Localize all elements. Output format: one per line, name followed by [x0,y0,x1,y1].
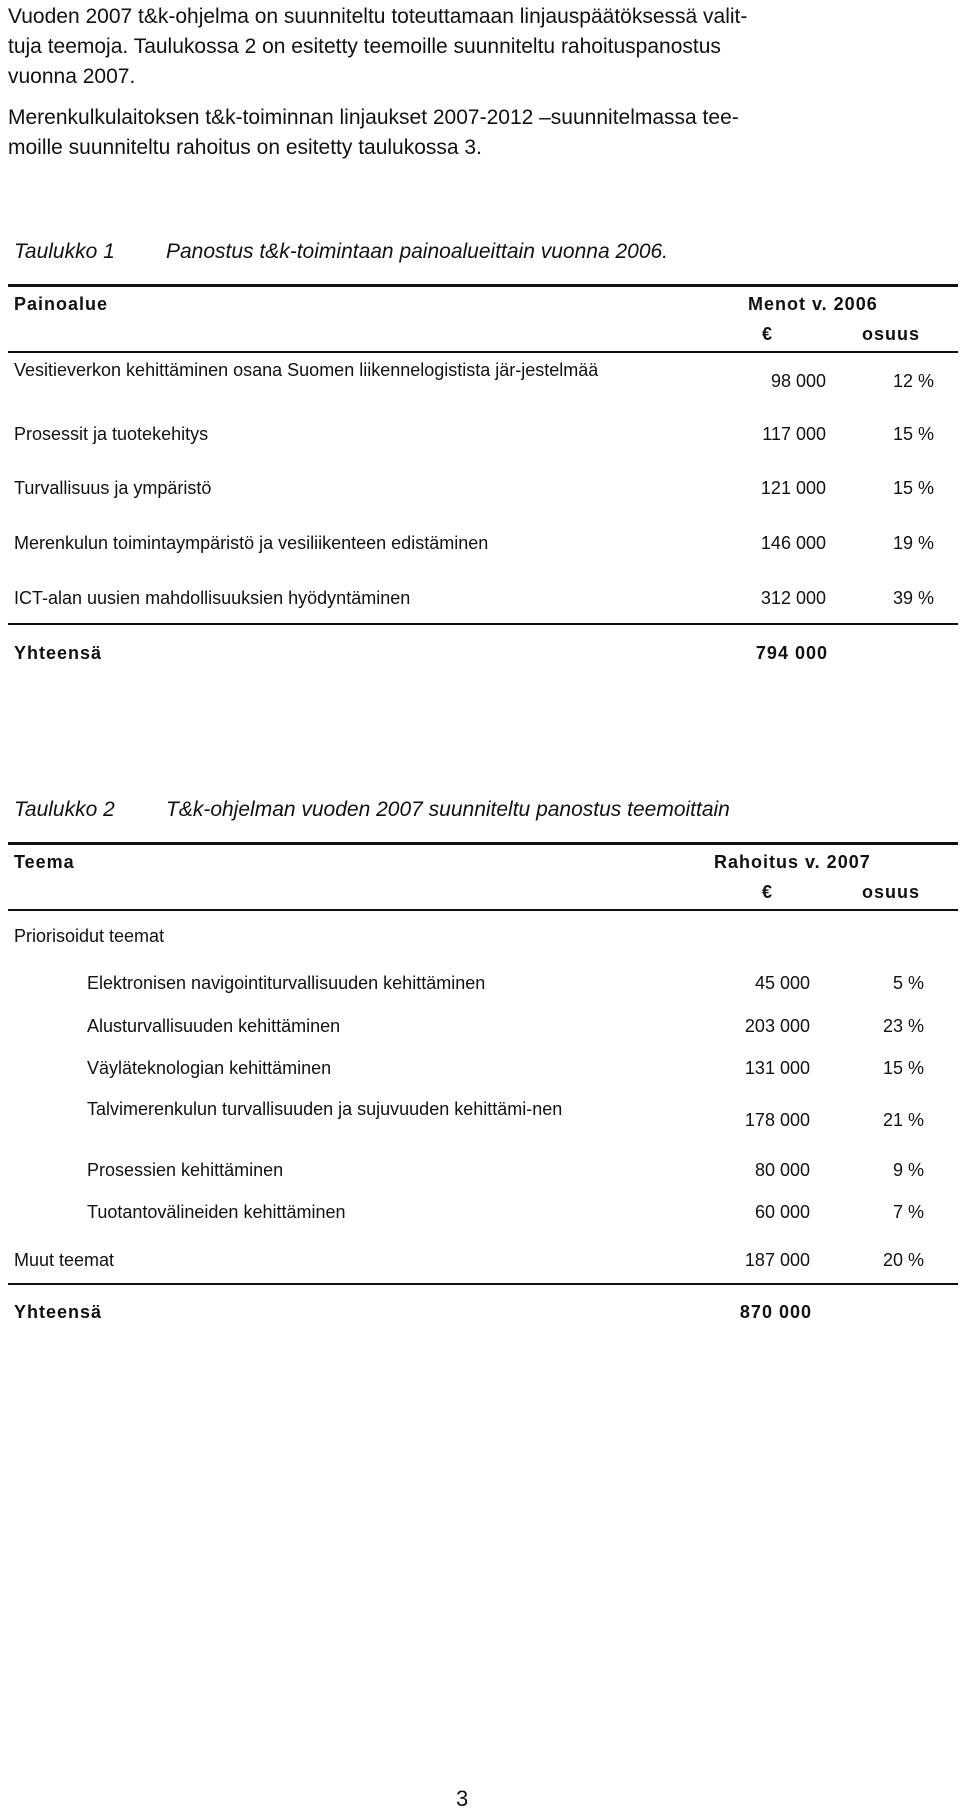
table1-caption-text: Panostus t&k-toimintaan painoalueittain vuonna 2006. [166,240,669,263]
intro-p2-line-2: moille suunniteltu rahoitus on esitetty taulukossa 3. [8,136,482,159]
table2-group-label: Priorisoidut teemat [14,926,165,946]
table2-row-4-label: Talvimerenkulun turvallisuuden ja sujuvuuden kehittämi-nen [87,1099,563,1119]
table2-row-1-amount: 45 000 [754,973,810,993]
intro-p1-line-1: Vuoden 2007 t&k-ohjelma on suunniteltu toteuttamaan linjauspäätöksessä valit- [8,5,748,28]
table1-total-amount: 794 000 [755,643,828,663]
intro-p1-line-2: tuja teemoja. Taulukossa 2 on esitetty teemoille suunniteltu rahoituspanostus [8,35,721,58]
table1-header-share: osuus [862,324,921,344]
table1-row-5-label: ICT-alan uusien mahdollisuuksien hyödyntäminen [14,588,411,608]
table1-row-3-share: 15 % [892,478,934,498]
table1-header-col1: Painoalue [14,294,109,314]
table2-other-share: 20 % [882,1250,924,1270]
table1-header-col2: Menot v. 2006 [748,294,878,314]
table2-other-label: Muut teemat [14,1250,115,1270]
table2-row-1-share: 5 % [892,973,924,993]
table2-row-5-label: Prosessien kehittäminen [87,1160,284,1180]
table1-row-2-amount: 117 000 [762,424,826,444]
table1-row-5-share: 39 % [892,588,934,608]
table1-row-1-amount: 98 000 [770,371,826,391]
intro-paragraph-1 [8,2,948,92]
table2-caption [14,798,730,822]
table2-other-amount: 187 000 [744,1250,810,1270]
table2-header-rule [8,909,958,911]
table1-caption [14,240,668,264]
table1-row-3-label: Turvallisuus ja ympäristö [14,478,212,498]
table2-caption-label: Taulukko 2 [14,798,115,821]
table2-row-4-amount: 178 000 [744,1110,810,1130]
table2-row-2-share: 23 % [882,1016,924,1036]
table1-row-4-share: 19 % [892,533,934,553]
table1-total-label: Yhteensä [14,643,103,663]
page-number: 3 [456,1786,469,1811]
table2-row-5-amount: 80 000 [754,1160,810,1180]
table2-row-6-amount: 60 000 [754,1202,810,1222]
intro-p2-line-1: Merenkulkulaitoksen t&k-toiminnan linjaukset 2007-2012 –suunnitelmassa tee- [8,106,739,129]
table1-row-3-amount: 121 000 [760,478,826,498]
table1-row-2-label: Prosessit ja tuotekehitys [14,424,209,444]
table2-header-share: osuus [862,882,921,902]
table2-row-3-label: Väyläteknologian kehittäminen [87,1058,332,1078]
table2-row-3-share: 15 % [882,1058,924,1078]
table2-row-4-share: 21 % [882,1110,924,1130]
table2-caption-text: T&k-ohjelman vuoden 2007 suunniteltu panostus teemoittain [166,798,730,821]
table2-row-2-label: Alusturvallisuuden kehittäminen [87,1016,341,1036]
table1-total-rule [8,623,958,625]
table1-row-5-amount: 312 000 [760,588,826,608]
table1-row-2-share: 15 % [892,424,934,444]
table1-header-rule [8,351,958,353]
table1-caption-label: Taulukko 1 [14,240,115,263]
table2-row-6-share: 7 % [892,1202,924,1222]
table2-header-col2: Rahoitus v. 2007 [714,852,871,872]
intro-paragraph-2 [8,103,948,163]
table1-row-1-label: Vesitieverkon kehittäminen osana Suomen liikennelogististа jär-jestelmää [14,360,599,380]
table2-row-2-amount: 203 000 [744,1016,810,1036]
table2-total-amount: 870 000 [739,1302,812,1322]
table2-header-col1: Teema [14,852,75,872]
table2-row-1-label: Elektronisen navigointiturvallisuuden kehittäminen [87,973,486,993]
table1-row-4-amount: 146 000 [760,533,826,553]
table2-row-6-label: Tuotantovälineiden kehittäminen [87,1202,346,1222]
table1-row-1-share: 12 % [892,371,934,391]
intro-p1-line-3: vuonna 2007. [8,65,136,88]
table1-header-euro: € [762,324,774,344]
table1-top-rule [8,284,958,287]
table2-total-rule [8,1283,958,1285]
table2-total-label: Yhteensä [14,1302,103,1322]
table2-header-euro: € [762,882,774,902]
table2-row-5-share: 9 % [892,1160,924,1180]
table2-row-3-amount: 131 000 [744,1058,810,1078]
table1-row-4-label: Merenkulun toimintaympäristö ja vesiliikenteen edistäminen [14,533,489,553]
table2-top-rule [8,842,958,845]
